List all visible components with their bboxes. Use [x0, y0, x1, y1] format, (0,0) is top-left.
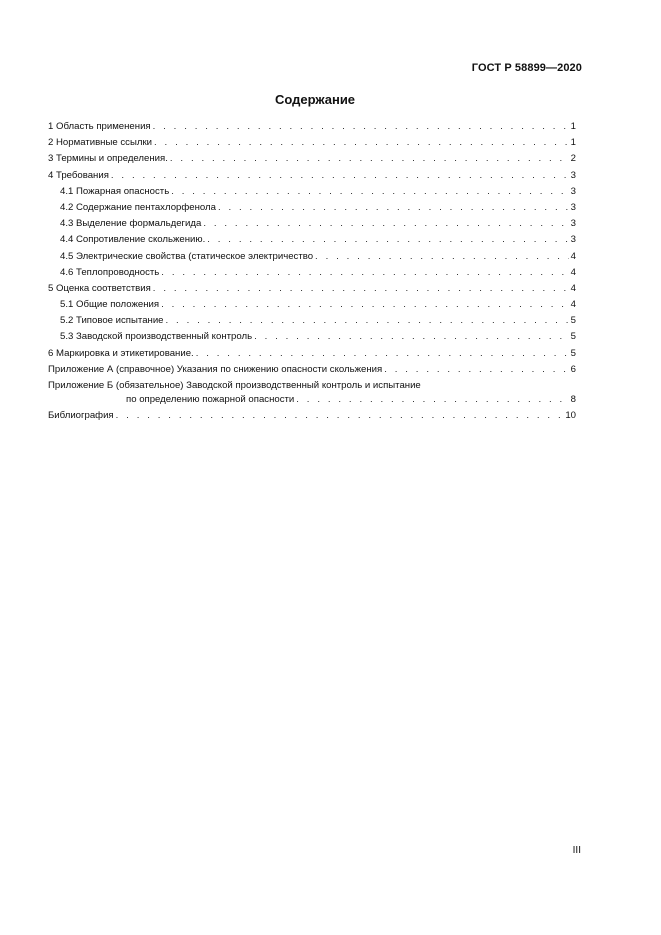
toc-entry[interactable]	[48, 135, 576, 151]
toc-entry-label: 5.2 Типовое испытание	[60, 315, 164, 327]
toc-entry[interactable]	[48, 216, 576, 232]
toc-entry-page: 5	[570, 315, 576, 327]
toc-entry[interactable]	[48, 362, 576, 378]
toc-entry-label: Библиография	[48, 410, 114, 422]
toc-entry[interactable]	[48, 281, 576, 297]
document-standard-number: ГОСТ Р 58899—2020	[471, 62, 582, 74]
toc-entry-page: 4	[570, 282, 576, 294]
toc-leader-dots	[116, 408, 564, 424]
toc-leader-dots	[166, 313, 569, 329]
toc-entry-label: 4.6 Теплопроводность	[60, 266, 160, 278]
toc-entry[interactable]	[48, 232, 576, 248]
toc-entry[interactable]	[48, 184, 576, 200]
toc-entry-page: 5	[570, 331, 576, 343]
toc-entry-label: 2 Нормативные ссылки	[48, 137, 153, 149]
toc-entry-page: 4	[570, 299, 576, 311]
toc-leader-dots	[153, 119, 569, 135]
toc-entry-page: 3	[570, 218, 576, 230]
toc-entry[interactable]	[48, 168, 576, 184]
toc-entry[interactable]	[48, 346, 576, 362]
toc-leader-dots	[254, 329, 569, 345]
toc-entry[interactable]	[48, 408, 576, 424]
toc-leader-dots	[296, 392, 568, 408]
toc-entry-label: Приложение Б (обязательное) Заводской производственный контроль и испытание	[48, 380, 421, 391]
toc-entry-page: 4	[570, 266, 576, 278]
toc-entry-label: 1 Область применения	[48, 121, 151, 132]
toc-entry-label: 3 Термины и определения.	[48, 153, 168, 165]
toc-entry-label: 4.1 Пожарная опасность	[60, 185, 170, 197]
toc-entry-label: Приложение А (справочное) Указания по снижению опасности скольжения	[48, 363, 383, 375]
toc-leader-dots	[154, 135, 569, 151]
toc-leader-dots	[218, 200, 569, 216]
toc-entry[interactable]	[48, 329, 576, 345]
toc-leader-dots	[384, 362, 568, 378]
toc-entry-continuation[interactable]	[48, 392, 576, 408]
toc-entry-label: 4.4 Сопротивление скольжению.	[60, 234, 206, 246]
toc-leader-dots	[196, 346, 569, 362]
toc-leader-dots	[203, 216, 568, 232]
toc-entry-label: 4.3 Выделение формальдегида	[60, 218, 202, 230]
toc-entry-page: 6	[570, 363, 576, 375]
toc-entry-label: 4 Требования	[48, 169, 109, 181]
toc-entry-label: 5.1 Общие положения	[60, 299, 160, 311]
toc-entry-label: 4.5 Электрические свойства (статическое электричество	[60, 250, 314, 262]
toc-entry-page: 2	[570, 153, 576, 165]
toc-entry[interactable]	[48, 265, 576, 281]
toc-leader-dots	[171, 184, 568, 200]
toc-entry[interactable]	[48, 297, 576, 313]
toc-entry[interactable]	[48, 151, 576, 167]
toc-title: Содержание	[274, 92, 356, 107]
toc-entry-page: 3	[570, 185, 576, 197]
toc-entry-label: 6 Маркировка и этикетирование.	[48, 347, 194, 359]
toc-leader-dots	[170, 151, 569, 167]
toc-entry-label: 4.2 Содержание пентахлорфенола	[60, 201, 216, 213]
table-of-contents	[48, 119, 576, 424]
toc-entry[interactable]	[48, 378, 576, 392]
toc-entry-page: 4	[570, 250, 576, 262]
toc-entry-label-continuation: по определению пожарной опасности	[126, 394, 295, 405]
toc-entry-page: 1	[570, 121, 576, 132]
toc-entry-label: 5 Оценка соответствия	[48, 282, 151, 294]
toc-entry-page: 10	[565, 410, 576, 422]
toc-entry[interactable]	[48, 119, 576, 135]
toc-entry[interactable]	[48, 249, 576, 265]
toc-leader-dots	[207, 232, 568, 248]
toc-leader-dots	[161, 265, 568, 281]
toc-leader-dots	[111, 168, 569, 184]
toc-entry-page: 1	[570, 137, 576, 149]
toc-leader-dots	[315, 249, 569, 265]
toc-entry-label: 5.3 Заводской производственный контроль	[60, 331, 253, 343]
toc-entry-page: 8	[570, 394, 576, 405]
toc-leader-dots	[153, 281, 569, 297]
toc-entry[interactable]	[48, 313, 576, 329]
page-number: III	[572, 845, 581, 856]
toc-entry-page: 3	[570, 234, 576, 246]
toc-entry[interactable]	[48, 200, 576, 216]
toc-leader-dots	[161, 297, 569, 313]
toc-entry-page: 5	[570, 347, 576, 359]
toc-entry-page: 3	[570, 201, 576, 213]
toc-entry-page: 3	[570, 169, 576, 181]
